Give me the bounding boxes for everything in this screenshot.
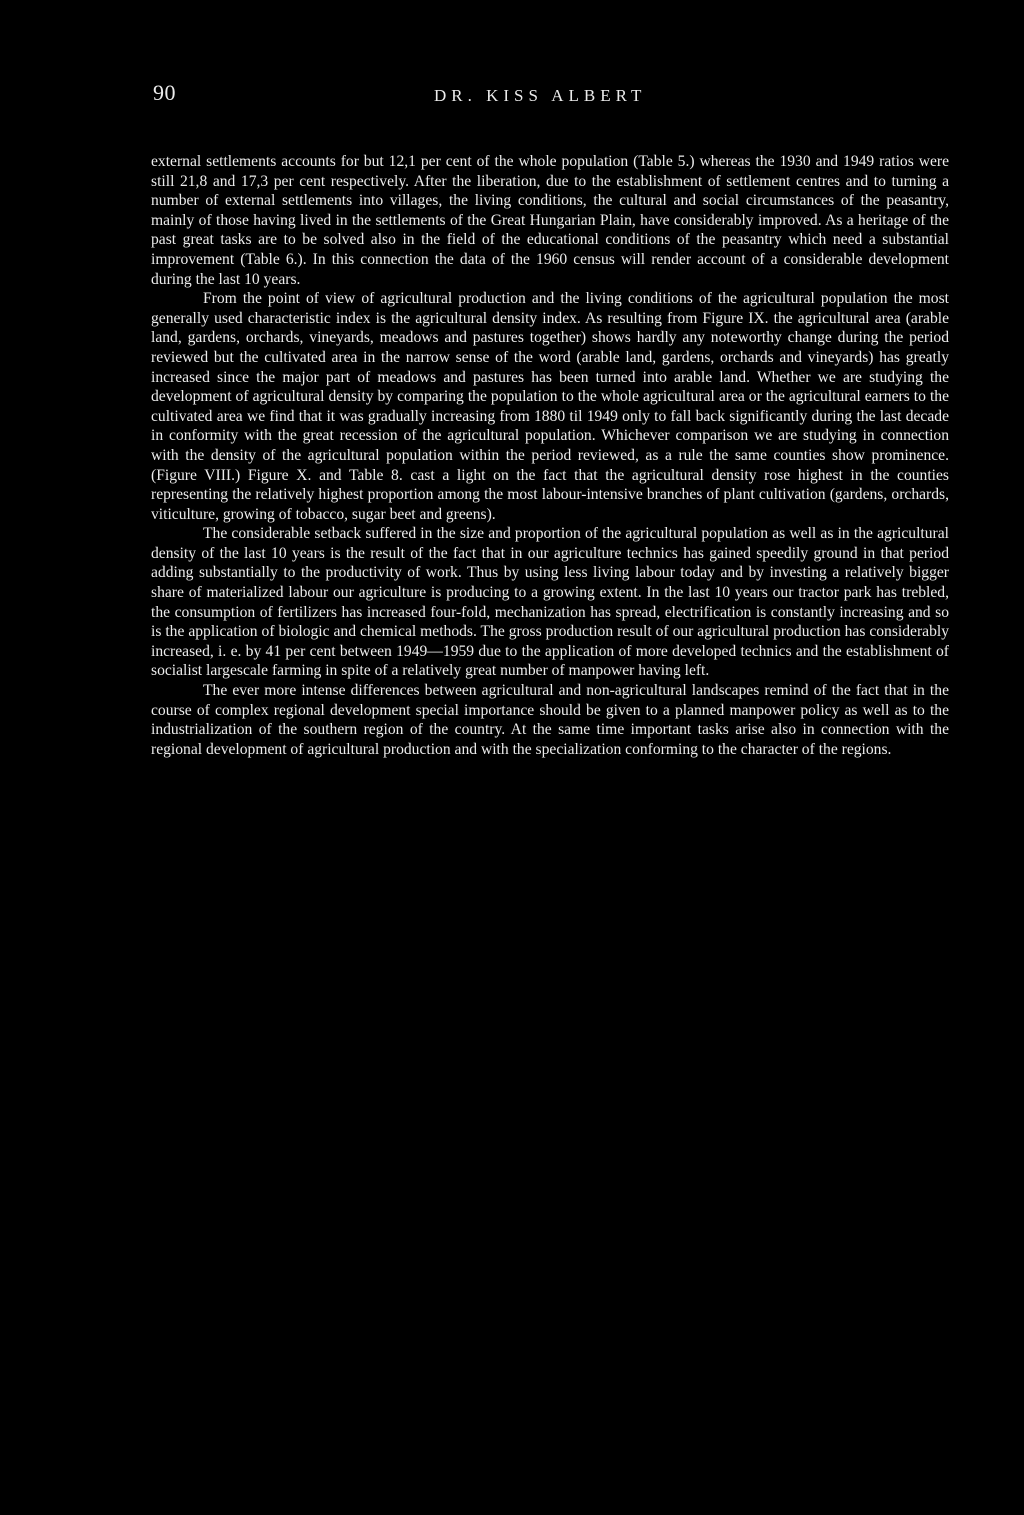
paragraph-2: From the point of view of agricultural production and the living conditions of the agricultural population the most generally used characteristic index is the agricultural density index. As resulting from Figure IX. the agricultural area (arable land, gardens, orchards, vineyards, meadows and pastures together) shows hardly any noteworthy change during the period reviewed but the cultivated area in the narrow sense of the word (arable land, gardens, orchards and vineyards) has greatly increased since the major part of meadows and pastures has been turned into arable land. Whether we are studying the development of agricultural density by comparing the population to the whole agricultural area or the agricultural earners to the cultivated area we find that it was gradually increasing from 1880 til 1949 only to fall back significantly during the last decade in conformity with the great recession of the agricultural population. Whichever comparison we are studying in connection with the density of the agricultural population within the period reviewed, as a rule the same counties show prominence. (Figure VIII.) Figure X. and Table 8. cast a light on the fact that the agricultural density rose highest in the counties representing the relatively highest proportion among the most labour-intensive branches of plant cultivation (gardens, orchards, viticulture, growing of tobacco, sugar beet and greens).	[151, 290, 949, 523]
paragraph-3: The considerable setback suffered in the size and proportion of the agricultural population as well as in the agricultural density of the last 10 years is the result of the fact that in our agriculture technics has gained speedily ground in that period adding substantially to the productivity of work. Thus by using less living labour today and by investing a relatively bigger share of materialized labour our agriculture is producing to a growing extent. In the last 10 years our tractor park has trebled, the consumption of fertilizers has increased four-fold, mechanization has spread, electrification is constantly increasing and so is the application of biologic and chemical methods. The gross production result of our agricultural production has considerably increased, i. e. by 41 per cent between 1949—1959 due to the application of more developed technics and the establishment of socialist largescale farming in spite of a relatively great number of manpower having left.	[151, 525, 949, 680]
body-text	[151, 152, 949, 759]
paragraph-4: The ever more intense differences between agricultural and non-agricultural landscapes remind of the fact that in the course of complex regional development special importance should be given to a planned manpower policy as well as to the industrialization of the southern region of the country. At the same time important tasks arise also in connection with the regional development of agricultural production and with the specialization conforming to the character of the regions.	[151, 682, 949, 758]
running-head: DR. KISS ALBERT	[434, 86, 647, 105]
page-number: 90	[153, 80, 176, 105]
paragraph-1: external settlements accounts for but 12,1 per cent of the whole population (Table 5.) whereas the 1930 and 1949 ratios were still 21,8 and 17,3 per cent respectively. After the liberation, due to the establishment of settlement centres and to turning a number of external settlements into villages, the living conditions, the cultural and social circumstances of the peasantry, mainly of those having lived in the settlements of the Great Hungarian Plain, have considerably improved. As a heritage of the past great tasks are to be solved also in the field of the educational conditions of the peasantry which need a substantial improvement (Table 6.). In this connection the data of the 1960 census will render account of a considerable development during the last 10 years.	[151, 153, 949, 288]
